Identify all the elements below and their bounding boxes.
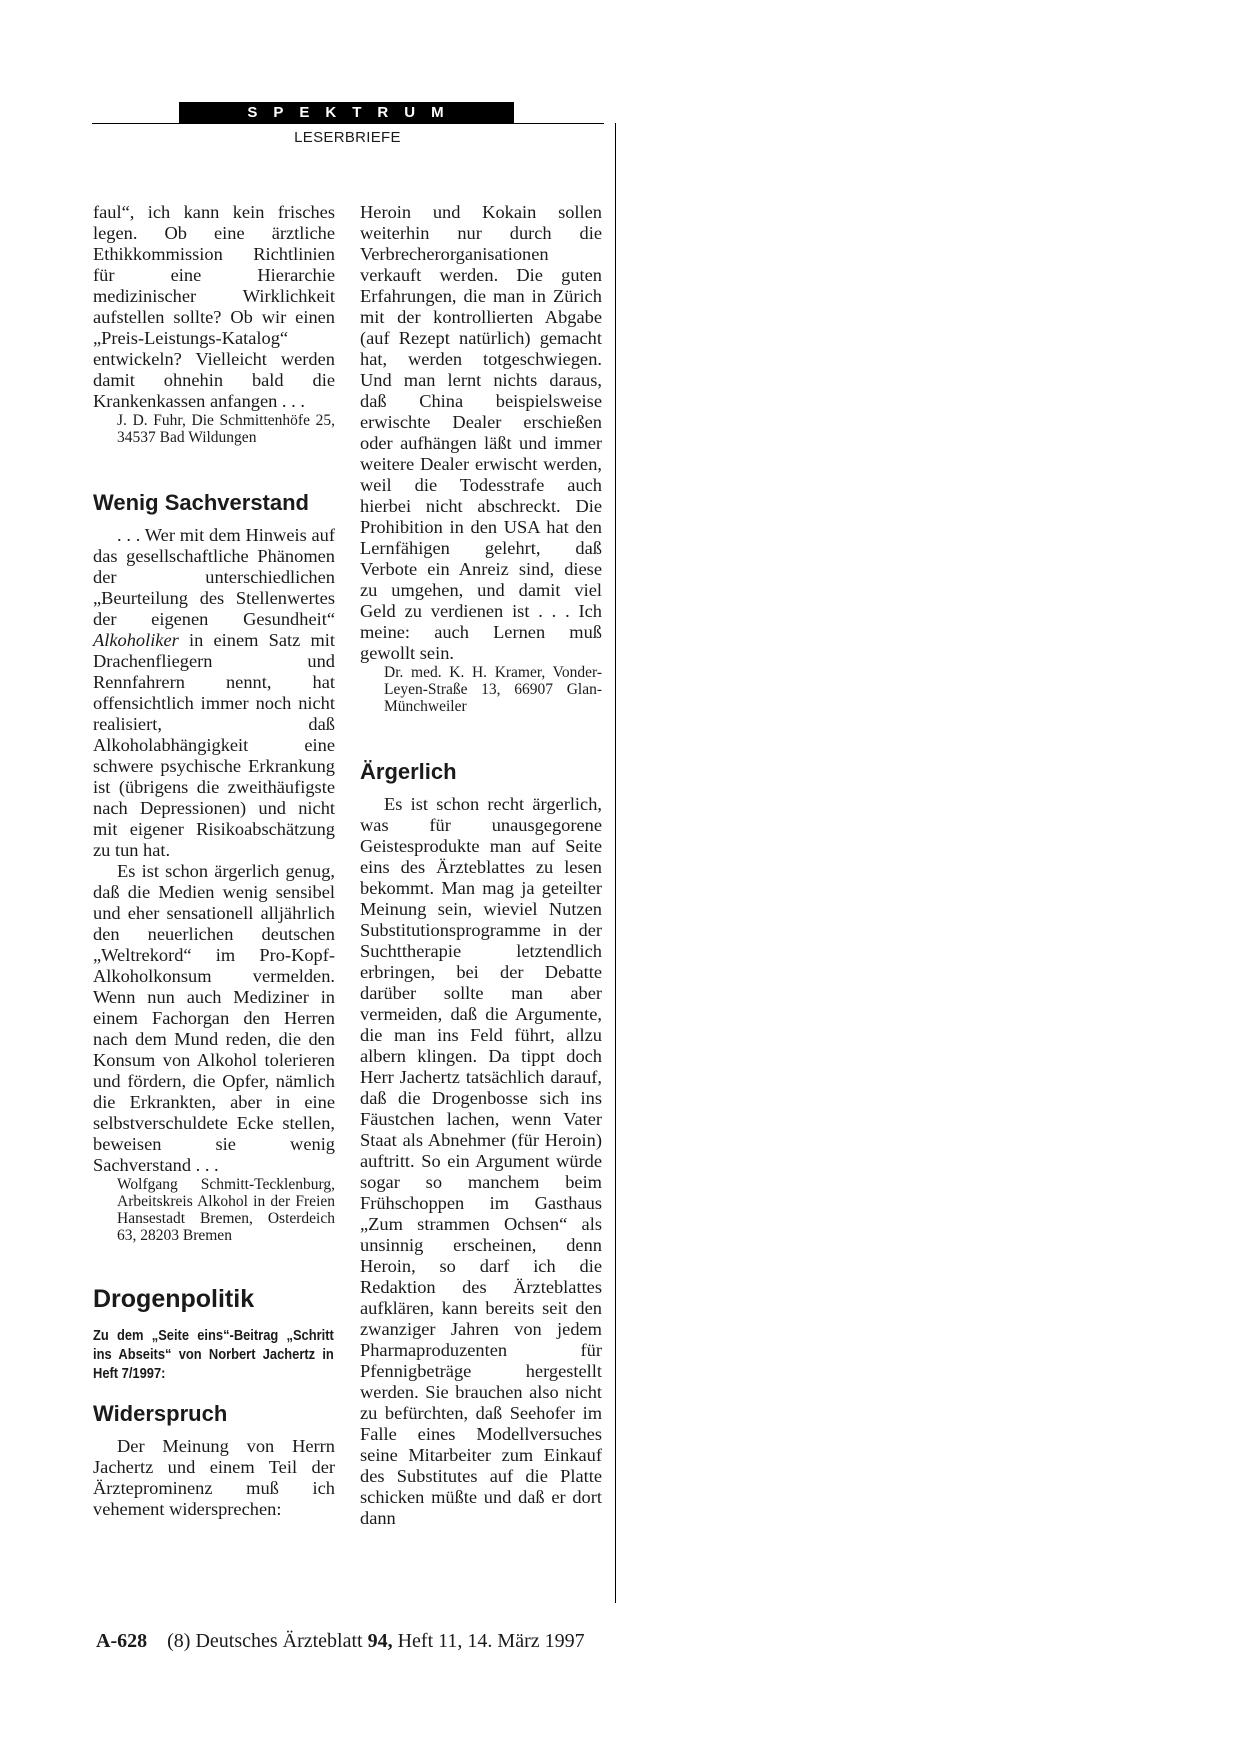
topic-heading: Drogenpolitik <box>93 1285 255 1313</box>
header-rule <box>92 123 604 124</box>
page-number: (8) <box>167 1630 191 1652</box>
section-label: LESERBRIEFE <box>294 129 401 146</box>
letter-paragraph: Es ist schon ärgerlich genug, daß die Medien wenig sensibel und eher sensationell alljährlich den neuerlichen deutschen „Weltrekord“ im Pro-Kopf-Alkoholkonsum vermelden. Wenn nun auch Mediziner in einem Fachorgan den Herren nach dem Mund reden, die den Konsum von Alkohol tolerieren und fördern, die Opfer, nämlich die Erkrankten, aber in eine selbstverschuldete Ecke stellen, beweisen sie wenig Sachverstand . . . <box>93 861 335 1175</box>
letter-text: in einem Satz mit Drachenfliegern und Rennfahrern nennt, hat offensichtlich immer noch nicht realisiert, daß Alkoholabhängigkeit eine schwere psychische Erkrankung ist (übrigens die zweithäufigste nach Depressionen) und nicht mit eigener Risikoabschätzung zu tun hat. <box>93 630 335 860</box>
intro-text: faul“, ich kann kein frisches legen. Ob eine ärztliche Ethikkommission Richtlinien für eine Hierarchie medizinischer Wirklichkeit aufstellen sollte? Ob wir einen „Preis-Leistungs-Katalog“ entwickeln? Vielleicht werden damit ohnehin bald die Krankenkassen anfangen . . . <box>93 202 335 411</box>
topic-reference: Zu dem „Seite eins“-Beitrag „Schritt ins Abseits“ von Norbert Jachertz in Heft 7/1997: <box>93 1327 334 1382</box>
journal-issue: Heft 11, 14. März 1997 <box>397 1630 585 1652</box>
letter-heading: Ärgerlich <box>360 759 457 784</box>
left-column <box>93 202 335 1520</box>
column-rule <box>615 123 616 1603</box>
right-column <box>360 202 602 1529</box>
letter-signature: Wolfgang Schmitt-Tecklenburg, Arbeitskreis Alkohol in der Freien Hansestadt Bremen, Osterdeich 63, 28203 Bremen <box>117 1176 335 1244</box>
journal-name: Deutsches Ärzteblatt <box>195 1630 363 1652</box>
letter-heading: Widerspruch <box>93 1401 228 1426</box>
page-id: A-628 <box>96 1630 148 1652</box>
letter-signature: Dr. med. K. H. Kramer, Vonder-Leyen-Straße 13, 66907 Glan-Münchweiler <box>384 664 602 715</box>
letter-heading: Wenig Sachverstand <box>93 490 309 515</box>
letter-paragraph: Es ist schon recht ärgerlich, was für unausgegorene Geistesprodukte man auf Seite eins des Ärzteblattes zu lesen bekommt. Man mag ja geteilter Meinung sein, wieviel Nutzen Substitutionsprogramme in der Suchttherapie letztendlich erbringen, bei der Debatte darüber sollte man aber vermeiden, daß die Argumente, die man ins Feld führt, allzu albern klingen. Da tippt doch Herr Jachertz tatsächlich darauf, daß die Drogenbosse sich ins Fäustchen lachen, wenn Vater Staat als Abnehmer (für Heroin) auftritt. So ein Argument würde sogar so manchem beim Frühschoppen im Gasthaus „Zum strammen Ochsen“ als unsinnig erscheinen, denn Heroin, so darf ich die Redaktion des Ärzteblattes aufklären, kann bereits seit den zwanziger Jahren von jedem Pharmaproduzenten für Pfennigbeträge hergestellt werden. Sie brauchen also nicht zu befürchten, daß Seehofer im Falle eines Modellversuches seine Mitarbeiter zum Einkauf des Substitutes auf die Platte schicken müßte und daß er dort dann <box>360 794 602 1528</box>
letter-paragraph: Heroin und Kokain sollen weiterhin nur durch die Verbrecherorganisationen verkauft werden. Die guten Erfahrungen, die man in Zürich mit der kontrollierten Abgabe (auf Rezept natürlich) gemacht hat, werden totgeschwiegen. Und man lernt nichts daraus, daß China beispielsweise erwischte Dealer erschießen oder aufhängen läßt und immer weitere Dealer erwischt werden, weil die Todesstrafe auch hierbei nicht abschreckt. Die Prohibition in den USA hat den Lernfähigen gelehrt, daß Verbote ein Anreiz sind, diese zu umgehen, und damit viel Geld zu verdienen ist . . . Ich meine: auch Lernen muß gewollt sein. <box>360 202 602 663</box>
page-footer <box>96 1630 585 1653</box>
section-band-label: SPEKTRUM <box>247 104 460 121</box>
journal-volume: 94, <box>367 1630 393 1652</box>
letter-paragraph <box>93 525 335 861</box>
section-band <box>179 102 514 123</box>
letter-paragraph: Der Meinung von Herrn Jachertz und einem Teil der Ärzteprominenz muß ich vehement widersprechen: <box>93 1436 335 1519</box>
intro-signature: J. D. Fuhr, Die Schmittenhöfe 25, 34537 Bad Wildungen <box>117 412 335 446</box>
letter-emphasis: Alkoholiker <box>93 630 179 650</box>
letter-text: . . . Wer mit dem Hinweis auf das gesellschaftliche Phänomen der unterschiedlichen „Beurteilung des Stellenwertes der eigenen Gesundheit“ <box>93 525 335 629</box>
